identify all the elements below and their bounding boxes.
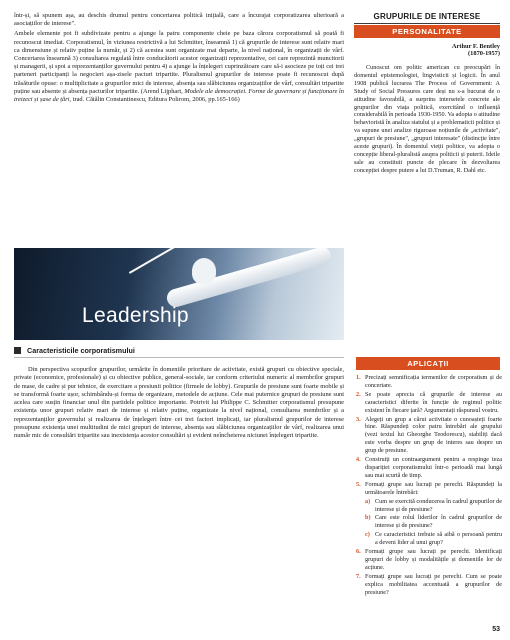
top-text-block	[14, 12, 344, 106]
paragraph-intro: într-și, să spunem așa, au deschis drumul pentru concertarea politică inițială, care a încurajat corporatizarea ulterioară a asociațiilor de interese".	[14, 12, 344, 28]
book-title: Modele ale democrației. Forme de guvernare și funcționare în treizeci și șase de țări	[14, 87, 344, 104]
section-paragraph: Din perspectiva scopurilor grupurilor, urmărite în domeniile prioritare de activitate, există grupuri cu obiective speciale, private (economice, profesionale) și cu obiective publice, general-sociale, iar conform criteriului numeric al membrilor grupuri de mase, de cadre și pur tehnice, de exercitare a presiunii politice (firmele de lobby). Grupurile de presiune sunt foarte mobile și se transformă foarte ușor, schimbându-și forma de organizare, metodele de acțiune. Cele mai puternice grupuri de presiune sunt acelea care susțin financiar unul din partidele politice importante. Potrivit lui Philippe C. Schmitter corporatismul presupune existența unor grupuri relativ mari de interese și relativ puține, organizate la nivel național, consultarea membrilor și a reprezentanților guvernului și realizarea de înțelegeri între cei trei factori implicați, iar pluralismul grupurilor de interese presupune existența unei multitudini de mici grupuri de interese, absența sau slăbiciunea organizațiilor de vârf, realizarea unui număr mic de consultări tripartite sau inexistența acestor consultări și evident neîncheierea niciunei înțelegeri tripartite.	[14, 366, 344, 440]
sidebar-title: GRUPURILE DE INTERESE	[354, 12, 500, 24]
photo-caption-word: Leadership	[82, 304, 189, 327]
section-title: Caracteristicile corporatismului	[27, 346, 135, 355]
applications-list	[356, 374, 502, 597]
list-item: 2. Se poate aprecia că grupurile de interese au caracteristici diferite în funcție de regimul politic existent în fiecare țară? Argumentați răspunsul vostru.	[356, 390, 502, 414]
personality-sidebar	[354, 12, 500, 175]
list-item: 4. Construiți un contraargument pentru a respinge teza dispariției corporatismului într-o perioadă mai lungă sau mai scurtă de timp.	[356, 456, 502, 479]
paragraph-lijphart-body: Ambele elemente pot fi subdivizate pentru a ajunge la patru componente cheie pe baza cărora corporatismul să poată fi recunoscut imediat. Corporatismul, în viziunea restrictivă a lui Schmitter, înseamnă 1) că grupurile de interese sunt relativ mari ca dimensiune și relativ puține la număr, și 2) că acestea sunt organizate mai departe, la nivel național, în organizații de vârf. Concertarea înseamnă 3) consultarea regulată între conducătorii acestor organizații reprezentative, cei care reprezintă muncitorii și managerii, și spoi a reprezentanților guvernului pentru 4) a ajunge la înțelegeri cuprinzătoare care să-i asocieze pe toți cei trei parteneri participanți la negocieri așa-zisele pacturi tripartite. Pluralismul grupurilor de interese poate fi recunoscut după trăsăturile opuse: o multiplicitate a grupurilor mici de interese, absența sau slăbiciunea organizațiilor de vârf, consultări tripartite puține sau absente și absența pacturilor tripartite. (Arend Lijphart,	[14, 30, 344, 95]
person-name: Arthur F. Bentley	[451, 43, 500, 50]
list-item: 7. Formați grupe sau lucrați pe perechi. Cum se poate explica mobilitatea accentuată a grupurilor de presiune?	[356, 572, 502, 596]
person-bio: Cunoscut om politic american cu preocupări în domeniul epistemologiei, lingvisticii și logicii. În anul 1908 publică lucrarea The Process of Government: A Study of Social Pressures care deși nu s-a bucurat de o atitudine favorabilă, a surprins intersetele concrete ale grupurilor din viața politică, exercitând o influență considerabilă în perioada 1930-1950. Va adopta o atitudine behavioristă în analiza statului și a problematicii politice și va supune unei analize riguroase noțiunile de „activitate", „grupuri de presiune", „grupuri interesate" (distincție între aceste grupuri). În domeniul vieții politice, va adopta o concepție liberal-pluralistă asupra politicii și puterii. Ideile sale au constituit puncte de plecare în dezvoltarea concepției despre putere a lui D.Truman, R. Dahl etc.	[354, 64, 500, 174]
list-subitem: a) Cum se exercită conducerea în cadrul grupurilor de interese și de presiune?	[365, 497, 502, 513]
list-item: 1. Precizați semnificația termenilor de corporatism și de concertare.	[356, 374, 502, 389]
applications-band: APLICAȚII	[356, 357, 500, 370]
personality-band: PERSONALITATE	[354, 25, 500, 38]
list-subitem: c) Ce caracteristici trebuie să aibă o persoană pentru a deveni lider al unui grup?	[365, 531, 502, 547]
paragraph-lijphart	[14, 30, 344, 104]
square-bullet-icon	[14, 347, 21, 354]
list-subitem: b) Care este rolul liderilor în cadrul grupurilor de interese și de presiune?	[365, 514, 502, 530]
arm-graphic	[165, 248, 333, 309]
section-corporatism	[14, 340, 344, 442]
page-number: 53	[492, 626, 500, 633]
section-heading	[14, 346, 344, 358]
leadership-photo	[14, 248, 344, 340]
list-item: 5. Formați grupe sau lucrați pe perechi. Răspundeți la următoarele întrebări:	[356, 480, 502, 496]
citation-end: , trad. Cătălin Constantinescu, Editura Polirom, 2006, pp.165-166)	[69, 96, 240, 104]
list-item: 6. Formați grupe sau lucrați pe perechi. Identificați grupuri de lobby și modalitățile și domeniile lor de acțiune.	[356, 548, 502, 571]
hand-graphic	[192, 258, 216, 284]
baton-graphic	[129, 248, 199, 274]
person-years: (1870-1957)	[468, 50, 500, 57]
list-item: 3. Alegeți un grup a cărui activitate o cunoașteți foarte bine. Răspundeți color patru întrebări ale grupului (vezi textul lui Gheorghe Teodorescu), stabiliți dacă este vorba despre un grup de interes sau despre un grup de presiune.	[356, 415, 502, 455]
